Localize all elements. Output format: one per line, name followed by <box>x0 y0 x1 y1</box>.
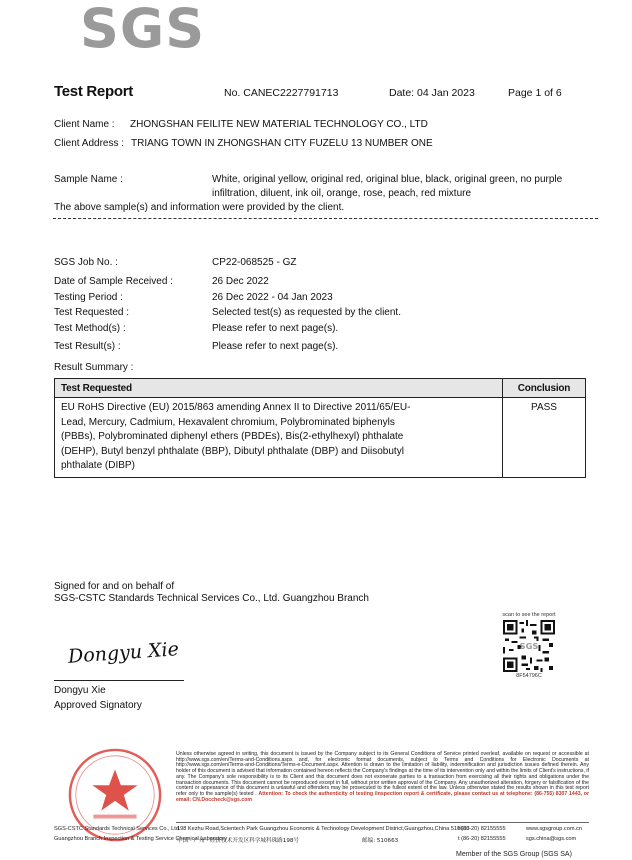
test-requested-cell <box>55 398 503 478</box>
address-chinese: 中国 · 广州 · 经济技术开发区科学城科珠路198号 <box>177 838 300 844</box>
dashed-divider <box>53 218 598 219</box>
test-result-value: Please refer to next page(s). <box>212 341 339 352</box>
sample-name-label: Sample Name : <box>54 174 123 185</box>
signatory-name: Dongyu Xie <box>54 685 106 696</box>
test-line: (DEHP), Butyl benzyl phthalate (BBP), Dibutyl phthalate (DBP) and Diisobutyl <box>61 445 404 457</box>
testing-period-value: 26 Dec 2022 - 04 Jan 2023 <box>212 292 333 303</box>
client-address-value: TRIANG TOWN IN ZHONGSHAN CITY FUZELU 13 NUMBER ONE <box>131 138 433 149</box>
postal-code: 邮编: 510663 <box>362 838 399 844</box>
test-requested-label: Test Requested : <box>54 307 130 318</box>
table-row <box>55 398 586 478</box>
client-name-value: ZHONGSHAN FEILITE NEW MATERIAL TECHNOLOGY CO., LTD <box>130 119 428 130</box>
signature-line <box>54 680 184 681</box>
table-header-row <box>55 379 586 398</box>
client-name-label: Client Name : <box>54 119 115 130</box>
legal-disclaimer <box>176 752 589 803</box>
signing-company: SGS-CSTC Standards Technical Services Co., Ltd. Guangzhou Branch <box>54 593 369 604</box>
report-number: No. CANEC2227791713 <box>224 87 339 99</box>
result-summary-table <box>54 378 586 478</box>
qr-caption: scan to see the report <box>502 612 556 618</box>
client-address-label: Client Address : <box>54 138 125 149</box>
test-line: (PBBs), Polybrominated diphenyl ethers (PBDEs), Bis(2-ethylhexyl) phthalate <box>61 431 404 443</box>
signatory-position: Approved Signatory <box>54 700 142 711</box>
sample-provided-note: The above sample(s) and information were provided by the client. <box>54 202 345 213</box>
col-test-requested: Test Requested <box>55 379 503 398</box>
stamp-lab-line: Guangzhou Branch Inspection & Testing Service Chemical Laboratory <box>54 836 228 842</box>
footer-rule <box>176 822 589 823</box>
test-requested-value: Selected test(s) as requested by the client. <box>212 307 401 318</box>
handwritten-signature: Dongyu Xie <box>67 638 180 668</box>
sample-received-value: 26 Dec 2022 <box>212 276 269 287</box>
sgs-group-member: Member of the SGS Group (SGS SA) <box>456 851 572 858</box>
sample-name-line2: infiltration, diluent, ink oil, orange, rose, peach, red mixture <box>212 188 472 199</box>
sample-name-line1: White, original yellow, original red, original blue, black, original green, no purple <box>212 174 563 185</box>
attention-note: Attention: To check the authenticity of testing /inspection report & certificate, please contact us at telephone: (86-755) 8307 1443, or email: CN.Doccheck@sgs.com <box>176 790 589 803</box>
test-line: EU RoHS Directive (EU) 2015/863 amending Annex II to Directive 2011/65/EU- <box>61 402 411 413</box>
report-title: Test Report <box>54 83 133 100</box>
test-line: phthalate (DIBP) <box>61 460 135 472</box>
qr-code-icon[interactable] <box>503 620 555 672</box>
report-date: Date: 04 Jan 2023 <box>389 87 475 99</box>
telephone-2: t (86-20) 82155555 <box>458 836 506 842</box>
telephone-1: t (86-20) 82155555 <box>458 826 506 832</box>
testing-period-label: Testing Period : <box>54 292 123 303</box>
website-link[interactable]: www.sgsgroup.com.cn <box>526 826 582 832</box>
col-conclusion: Conclusion <box>503 379 586 398</box>
job-no-label: SGS Job No. : <box>54 257 118 268</box>
conclusion-cell: PASS <box>503 398 586 478</box>
disclaimer-text: Unless otherwise agreed in writing, this document is issued by the Company subject to its General Conditions of Service printed overleaf, available on request or accessible at http://www.sgs.com/en/Terms-and-Conditions.aspx and, for electronic format documents, subject to Terms and Conditions for Electronic Documents at http://www.sgs.com/en/Terms-and-Conditions/Terms-e-Document.aspx. Attention is drawn to the limitation of liability, indemnification and jurisdiction issues defined therein. Any holder of this document is advised that information contained hereon reflects the Company's findings at the time of its intervention only and within the limits of Client's instructions, if any. The Company's sole responsibility is to its Client and this document does not exonerate parties to a transaction from exercising all their rights and obligations under the transaction documents. This document cannot be reproduced except in full, without prior written approval of the Company. Any unauthorized alteration, forgery or falsification of the content or appearance of this document is unlawful and offenders may be prosecuted to the fullest extent of the law. Unless otherwise stated the results shown in this test report refer only to the sample(s) tested . <box>176 751 589 797</box>
qr-logo-text: SGS <box>519 641 539 652</box>
email-link[interactable]: sgs.china@sgs.com <box>526 836 577 842</box>
signed-on-behalf: Signed for and on behalf of <box>54 581 175 592</box>
sgs-logo: SGS <box>80 0 206 60</box>
page-indicator: Page 1 of 6 <box>508 87 562 99</box>
result-summary-label: Result Summary : <box>54 362 134 373</box>
sample-received-label: Date of Sample Received : <box>54 276 173 287</box>
qr-code-id: 8F54796C <box>516 673 542 679</box>
test-method-value: Please refer to next page(s). <box>212 323 339 334</box>
test-result-label: Test Result(s) : <box>54 341 121 352</box>
stamp-company-line: SGS-CSTC Standards Technical Services Co., Ltd. <box>54 826 181 832</box>
address-english: 198 Kezhu Road,Scientech Park Guangzhou Economic & Technology Development District,Guangzhou,China 510663 <box>177 826 470 832</box>
test-line: Lead, Mercury, Cadmium, Hexavalent chromium, Polybrominated biphenyls <box>61 416 395 428</box>
job-no-value: CP22-068525 - GZ <box>212 257 297 268</box>
test-method-label: Test Method(s) : <box>54 323 126 334</box>
qr-block <box>494 612 564 679</box>
